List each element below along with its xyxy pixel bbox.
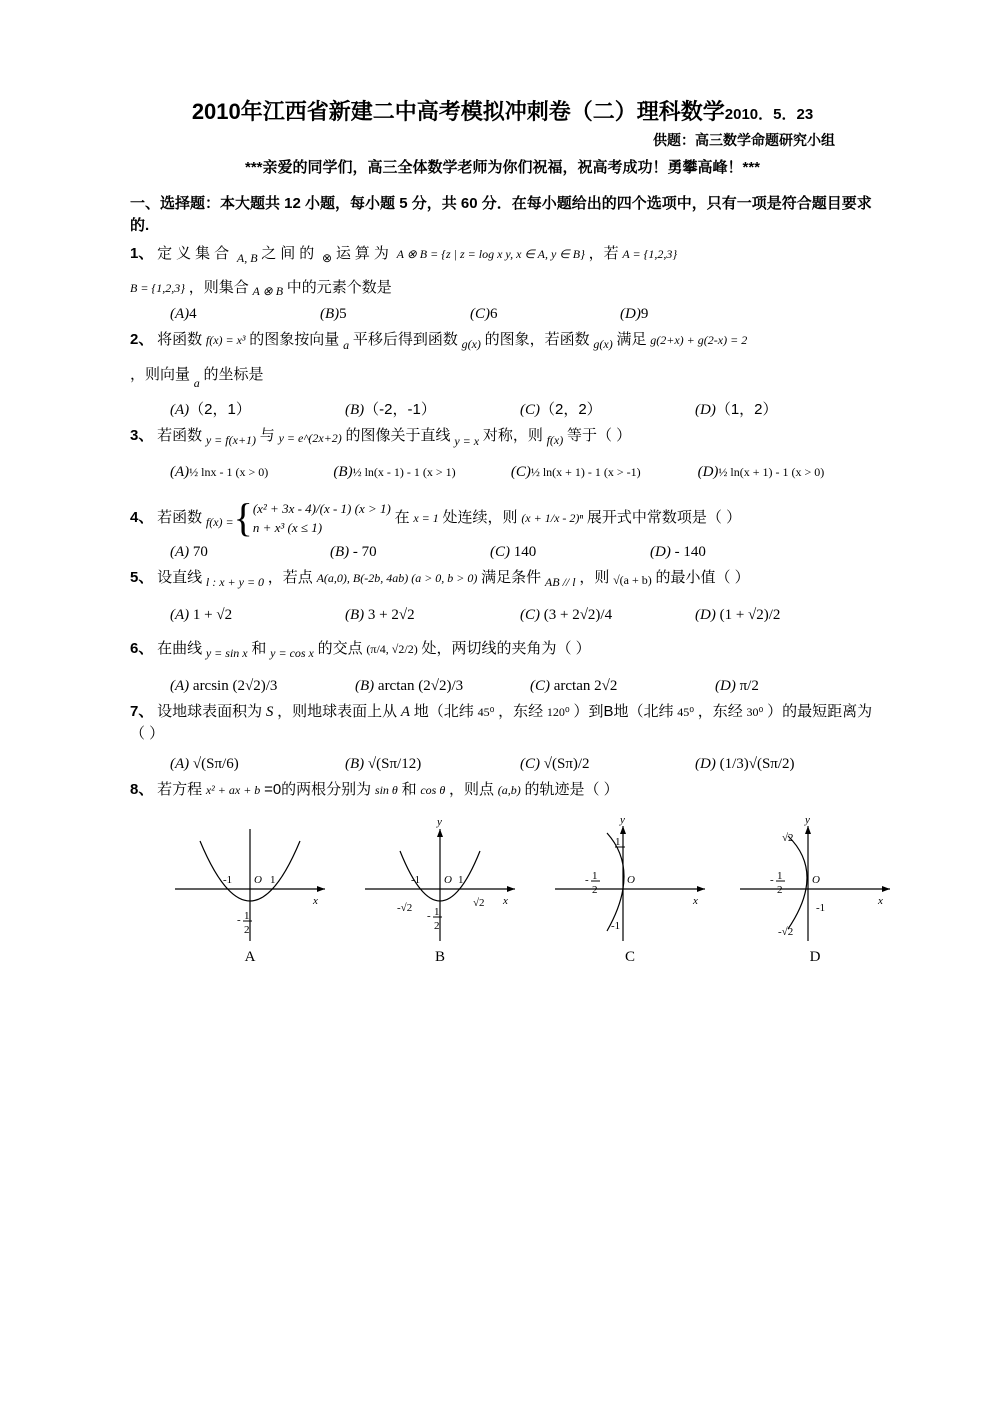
question-3 — [130, 425, 875, 450]
svg-text:O: O — [444, 874, 452, 886]
svg-text:y: y — [620, 814, 625, 826]
question-5-option-b[interactable]: (B) 3 + 2√2 — [345, 606, 415, 623]
question-4-case-1: (x² + 3x - 4)/(x - 1) (x > 1) — [252, 500, 391, 516]
svg-text:√2: √2 — [473, 897, 485, 909]
question-1-text-5: ，则集合 — [188, 278, 249, 296]
question-7-text-4: ，东经 — [498, 702, 544, 720]
question-1-A: A = {1,2,3} — [622, 246, 678, 261]
figure-c-label: C — [624, 949, 635, 965]
question-2-option-b[interactable]: (B)（-2，-1） — [345, 400, 436, 418]
question-7-S: S — [265, 703, 274, 720]
question-4-at: x = 1 — [413, 510, 439, 525]
question-1-number: 1、 — [130, 244, 154, 262]
question-5-cond: AB // l — [544, 574, 576, 589]
question-2-g2: g(x) — [593, 336, 613, 351]
question-3-option-c[interactable]: (C)½ ln(x + 1) - 1 (x > -1) — [510, 463, 641, 480]
question-7-number: 7、 — [130, 702, 154, 720]
question-3-y2: y = e^(2x+2) — [278, 430, 342, 445]
svg-text:1: 1 — [434, 906, 440, 918]
question-2-text-7: 的坐标是 — [203, 365, 264, 383]
question-2-f: f(x) = x³ — [205, 332, 246, 347]
svg-text:1: 1 — [615, 836, 621, 848]
question-6-option-a[interactable]: (A) arcsin (2√2)/3 — [170, 677, 278, 694]
question-8-text-2: =0的两根分别为 — [264, 780, 372, 798]
question-4: 4、 若函数 $_{f(x) =}${ (x² + 3x - 4)/(x - 1) (x > 1) n + x³ (x ≤ 1) 在 x = 1 处连续，则 (x + 1/x - 2)ⁿ 展开式中常数项是（ ） — [130, 495, 742, 540]
question-5-text-1: 设直线 — [157, 568, 203, 586]
question-4-option-b[interactable]: (B) - 70 — [330, 543, 377, 560]
figure-b — [355, 811, 525, 965]
question-6-text-1: 在曲线 — [157, 639, 203, 657]
svg-text:-: - — [770, 874, 774, 886]
greeting-line: ***亲爱的同学们，高三全体数学老师为你们祝福，祝高考成功！勇攀高峰！*** — [244, 159, 761, 176]
svg-text:O: O — [254, 874, 262, 886]
question-4-case-2: n + x³ (x ≤ 1) — [252, 520, 323, 535]
question-4-option-c[interactable]: (C) 140 — [490, 543, 537, 560]
svg-text:-1: -1 — [816, 902, 826, 914]
question-6-option-b[interactable]: (B) arctan (2√2)/3 — [355, 677, 464, 694]
question-1-options — [130, 306, 875, 323]
page-title — [130, 95, 875, 126]
question-5-points: A(a,0), B(-2b, 4ab) (a > 0, b > 0) — [316, 570, 478, 585]
question-4-text-3: 处连续，则 — [442, 508, 518, 526]
question-8-text-3: 和 — [401, 780, 417, 798]
svg-text:2: 2 — [777, 884, 783, 896]
question-2-text-2: 的图象按向量 — [249, 330, 340, 348]
question-4-binom: (x + 1/x - 2)ⁿ — [521, 510, 584, 525]
figure-b-label: B — [434, 949, 445, 965]
figure-a — [165, 811, 335, 965]
question-4-text-4: 展开式中常数项是（ ） — [586, 508, 742, 526]
question-5-text-5: 的最小值（ ） — [655, 568, 750, 586]
question-1-text-4: ，若 — [588, 244, 619, 262]
question-7-lon-2: 30⁰ — [746, 704, 764, 719]
svg-text:1: 1 — [592, 870, 598, 882]
svg-text:-1: -1 — [223, 874, 233, 886]
page-title-text: 2010年江西省新建二中高考模拟冲刺卷（二）理科数学 — [191, 99, 725, 124]
svg-text:2: 2 — [244, 924, 250, 936]
question-1-op: ⊗ — [322, 250, 333, 265]
question-2-text-6: ，则向量 — [130, 365, 191, 383]
question-8-root-1: sin θ — [374, 782, 398, 797]
question-1-text-3: 运算为 — [335, 244, 393, 262]
question-3-number: 3、 — [130, 426, 154, 444]
question-8-number: 8、 — [130, 780, 154, 798]
svg-text:1: 1 — [244, 910, 250, 922]
question-2-cond: g(2+x) + g(2-x) = 2 — [650, 332, 748, 347]
svg-text:-: - — [585, 874, 589, 886]
provider-line: 供题：高三数学命题研究小组 — [653, 132, 835, 148]
question-1-text-2: 之间的 — [261, 244, 319, 262]
svg-text:1: 1 — [270, 874, 276, 886]
question-7-text-3: 地（北纬 — [413, 702, 474, 720]
question-1-sets: A, B — [236, 250, 258, 265]
question-8-root-2: cos θ — [420, 782, 446, 797]
question-4-text-1: 若函数 — [157, 508, 203, 526]
question-1-B: B = {1,2,3} — [130, 280, 186, 295]
svg-text:x: x — [693, 895, 698, 907]
question-5-expr: √(a + b) — [613, 572, 652, 587]
question-2-text-3: 平移后得到函数 — [352, 330, 458, 348]
question-2-g: g(x) — [461, 336, 481, 351]
svg-text:x: x — [503, 895, 508, 907]
question-8 — [130, 779, 875, 802]
question-7-option-c[interactable]: (C) √(Sπ)/2 — [520, 755, 590, 772]
question-2-options — [130, 398, 875, 419]
svg-text:y: y — [805, 814, 810, 826]
question-3-y1: y = f(x+1) — [205, 432, 257, 447]
question-1-text-6: 中的元素个数是 — [286, 278, 392, 296]
svg-text:√2: √2 — [782, 832, 794, 844]
page-title-date: 2010．5．23 — [724, 106, 814, 123]
question-7-lat-1: 45⁰ — [477, 704, 495, 719]
question-6-text-4: 处，两切线的夹角为（ ） — [421, 639, 591, 657]
svg-text:-: - — [427, 910, 431, 922]
question-7-options — [130, 756, 875, 773]
question-5-option-c[interactable]: (C) (3 + 2√2)/4 — [520, 606, 613, 623]
question-7-lat-2: 45⁰ — [677, 704, 695, 719]
question-2-text-5: 满足 — [616, 330, 647, 348]
svg-text:-1: -1 — [611, 920, 621, 932]
question-2-vector-2: a — [193, 375, 200, 390]
question-6-text-2: 和 — [251, 639, 267, 657]
question-6-point: (π/4, √2/2) — [366, 641, 418, 656]
question-8-text-5: 的轨迹是（ ） — [524, 780, 619, 798]
question-8-text-4: ，则点 — [448, 780, 494, 798]
svg-text:-: - — [237, 914, 241, 926]
question-6-curve-2: y = cos x — [270, 645, 314, 660]
question-7-option-a[interactable]: (A) √(Sπ/6) — [170, 755, 239, 772]
figure-a-label: A — [244, 949, 256, 965]
question-5-text-4: ，则 — [579, 568, 610, 586]
section-heading: 一、选择题：本大题共 12 小题，每小题 5 分，共 60 分．在每小题给出的四个选项中，只有一项是符合题目要求的. — [130, 195, 872, 234]
question-8-figures — [130, 811, 883, 965]
question-7-text-7: ）的最短距离为（ ） — [130, 702, 873, 742]
question-7-text-1: 设地球表面积为 — [157, 702, 263, 720]
svg-text:1: 1 — [458, 874, 464, 886]
question-6-number: 6、 — [130, 639, 154, 657]
figure-d — [730, 811, 900, 965]
figure-d-label: D — [809, 949, 821, 965]
question-1-def: A ⊗ B = {z | z = log x y, x ∈ A, y ∈ B} — [396, 246, 585, 261]
question-1-option-a[interactable]: (A)4 — [170, 305, 197, 322]
svg-text:2: 2 — [434, 920, 440, 932]
question-3-options — [130, 464, 875, 481]
question-7-lon-1: 120⁰ — [546, 704, 570, 719]
question-5-text-3: 满足条件 — [481, 568, 542, 586]
question-6-options — [130, 678, 875, 695]
question-4-text-2: 在 — [394, 508, 410, 526]
svg-text:x: x — [313, 895, 318, 907]
question-5 — [130, 567, 875, 591]
question-1-option-b[interactable]: (B)5 — [320, 305, 347, 322]
question-5-options — [130, 607, 875, 624]
question-5-line: l : x + y = 0 — [205, 574, 265, 589]
svg-text:x: x — [878, 895, 883, 907]
question-2-option-c[interactable]: (C)（2，2） — [520, 400, 602, 418]
svg-text:2: 2 — [592, 884, 598, 896]
question-6 — [130, 638, 875, 662]
question-4-option-d[interactable]: (D) - 140 — [650, 543, 706, 560]
question-2-number: 2、 — [130, 330, 154, 348]
question-6-option-c[interactable]: (C) arctan 2√2 — [530, 677, 618, 694]
svg-text:-√2: -√2 — [778, 926, 794, 938]
question-7-A: A — [400, 703, 411, 720]
question-4-options — [130, 544, 875, 561]
figure-c — [545, 811, 715, 965]
question-6-curve-1: y = sin x — [205, 645, 248, 660]
question-7 — [130, 701, 875, 746]
question-8-text-1: 若方程 — [157, 780, 203, 798]
question-3-text-2: 与 — [259, 426, 275, 444]
question-7-option-d[interactable]: (D) (1/3)√(Sπ/2) — [695, 755, 795, 772]
question-1-option-c[interactable]: (C)6 — [470, 305, 498, 322]
question-7-option-b[interactable]: (B) √(Sπ/12) — [345, 755, 422, 772]
question-3-text-5: 等于（ ） — [566, 426, 632, 444]
question-5-option-d[interactable]: (D) (1 + √2)/2 — [695, 606, 781, 623]
question-2 — [130, 329, 875, 354]
svg-text:-1: -1 — [411, 874, 421, 886]
question-3-text-1: 若函数 — [157, 426, 203, 444]
question-2-option-d[interactable]: (D)（1，2） — [695, 400, 778, 418]
question-4-option-a[interactable]: (A) 70 — [170, 543, 208, 560]
svg-text:O: O — [812, 874, 820, 886]
question-1 — [130, 243, 875, 267]
question-6-text-3: 的交点 — [317, 639, 363, 657]
case-brace: { — [233, 495, 253, 540]
question-2-text-1: 将函数 — [157, 330, 203, 348]
question-3-option-b[interactable]: (B)½ ln(x - 1) - 1 (x > 1) — [333, 463, 456, 480]
question-5-text-2: ，若点 — [267, 568, 313, 586]
question-3-option-d[interactable]: (D)½ ln(x + 1) - 1 (x > 0) — [697, 463, 825, 480]
svg-text:1: 1 — [777, 870, 783, 882]
question-1-text-1: 定义集合 — [157, 244, 234, 262]
question-1-option-d[interactable]: (D)9 — [620, 305, 649, 322]
question-1-expr: A ⊗ B — [252, 283, 284, 298]
question-8-eq: x² + ax + b — [205, 782, 261, 797]
question-3-line: y = x — [454, 433, 480, 448]
question-2-text-4: 的图象，若函数 — [484, 330, 590, 348]
question-2-cont — [130, 364, 875, 392]
svg-text:-√2: -√2 — [397, 902, 413, 914]
question-3-f: f(x) — [546, 432, 564, 447]
question-3-option-a[interactable]: (A)½ lnx - 1 (x > 0) — [170, 463, 269, 480]
question-4-number: 4、 — [130, 508, 154, 526]
question-7-text-6: ，东经 — [697, 702, 743, 720]
question-6-option-d[interactable]: (D) π/2 — [715, 677, 759, 694]
question-4-cases — [253, 499, 391, 538]
question-5-number: 5、 — [130, 568, 154, 586]
question-2-option-a[interactable]: (A)（2，1） — [170, 400, 251, 418]
question-8-point: (a,b) — [497, 782, 521, 797]
question-3-text-3: 的图像关于直线 — [345, 426, 451, 444]
question-3-text-4: 对称，则 — [482, 426, 543, 444]
question-2-vector: a — [343, 337, 350, 352]
page-content — [130, 95, 883, 965]
svg-text:O: O — [627, 874, 635, 886]
question-1-cont — [130, 277, 875, 300]
question-7-text-5: ）到B地（北纬 — [573, 702, 674, 720]
svg-text:y: y — [437, 816, 442, 828]
question-7-text-2: ，则地球表面上从 — [277, 702, 398, 720]
question-5-option-a[interactable]: (A) 1 + √2 — [170, 606, 233, 623]
